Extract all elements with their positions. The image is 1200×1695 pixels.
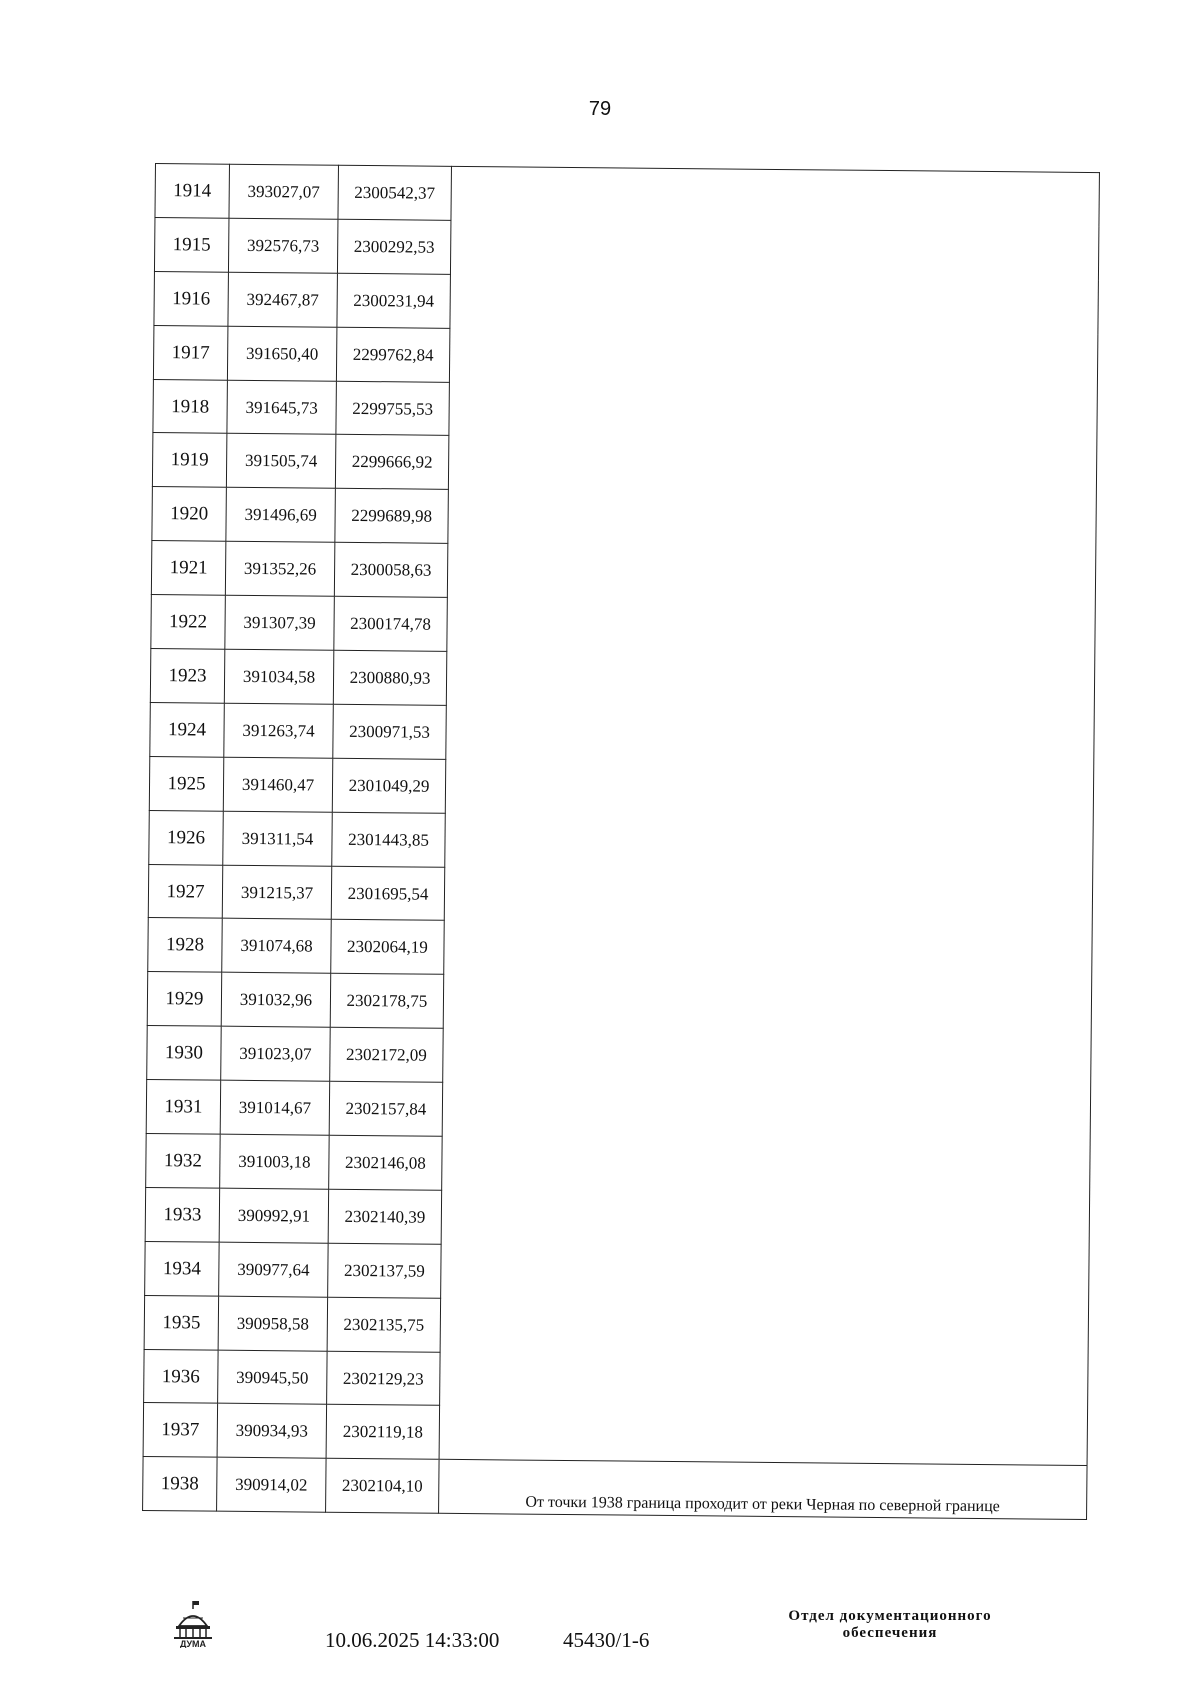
point-number-cell: 1922: [151, 595, 226, 650]
x-coordinate-cell: 390958,58: [218, 1296, 328, 1351]
x-coordinate-cell: 391505,74: [226, 434, 336, 489]
point-number-cell: 1921: [151, 541, 226, 596]
table-row: [155, 164, 1099, 227]
x-coordinate-cell: 391034,58: [224, 649, 334, 704]
x-coordinate-cell: 393027,07: [229, 164, 339, 219]
point-number-cell: 1915: [154, 217, 229, 272]
point-number-cell: 1925: [149, 756, 224, 811]
x-coordinate-cell: 390977,64: [219, 1242, 329, 1297]
y-coordinate-cell: 2299689,98: [335, 489, 449, 544]
point-number-cell: 1933: [145, 1187, 220, 1242]
x-coordinate-cell: 390934,93: [217, 1404, 327, 1459]
y-coordinate-cell: 2302135,75: [327, 1297, 441, 1352]
y-coordinate-cell: 2301443,85: [332, 812, 446, 867]
x-coordinate-cell: 391215,37: [222, 865, 332, 920]
point-number-cell: 1924: [150, 702, 225, 757]
x-coordinate-cell: 391003,18: [220, 1134, 330, 1189]
point-number-cell: 1918: [153, 379, 228, 434]
y-coordinate-cell: 2300292,53: [337, 219, 451, 274]
point-number-cell: 1919: [152, 433, 227, 488]
y-coordinate-cell: 2302178,75: [330, 974, 444, 1029]
x-coordinate-cell: 391014,67: [220, 1080, 330, 1135]
y-coordinate-cell: 2299666,92: [335, 435, 449, 490]
x-coordinate-cell: 390992,91: [219, 1188, 329, 1243]
department-line-2: обеспечения: [842, 1625, 938, 1642]
x-coordinate-cell: 391352,26: [225, 541, 335, 596]
x-coordinate-cell: 391074,68: [222, 919, 332, 974]
point-number-cell: 1929: [147, 972, 222, 1027]
y-coordinate-cell: 2302146,08: [329, 1135, 443, 1190]
coordinates-table: [142, 163, 1100, 1520]
x-coordinate-cell: 390914,02: [217, 1458, 327, 1513]
point-number-cell: 1928: [148, 918, 223, 973]
x-coordinate-cell: 391023,07: [221, 1026, 331, 1081]
print-datetime: 10.06.2025 14:33:00: [325, 1628, 500, 1652]
y-coordinate-cell: 2300971,53: [333, 704, 447, 759]
point-number-cell: 1914: [155, 164, 230, 219]
x-coordinate-cell: 391645,73: [227, 380, 337, 435]
x-coordinate-cell: 391311,54: [223, 811, 333, 866]
x-coordinate-cell: 392467,87: [228, 272, 338, 327]
point-number-cell: 1932: [146, 1133, 221, 1188]
y-coordinate-cell: 2301695,54: [331, 866, 445, 921]
point-number-cell: 1923: [150, 648, 225, 703]
registration-number: 45430/1-6: [563, 1628, 650, 1652]
department-line-1: Отдел документационного: [788, 1608, 992, 1624]
y-coordinate-cell: 2300880,93: [333, 650, 447, 705]
point-number-cell: 1934: [145, 1241, 220, 1296]
duma-logo-text: ДУМА: [179, 1639, 207, 1648]
y-coordinate-cell: 2302172,09: [330, 1027, 444, 1082]
boundary-description-cell: От точки 1938 граница проходит от реки Черная по северной границе: [439, 1460, 1087, 1520]
point-number-cell: 1937: [143, 1403, 218, 1458]
page-number: 79: [588, 98, 612, 120]
point-number-cell: 1916: [154, 271, 229, 326]
y-coordinate-cell: 2300058,63: [334, 542, 448, 597]
y-coordinate-cell: 2299755,53: [336, 381, 450, 436]
point-number-cell: 1926: [149, 810, 224, 865]
x-coordinate-cell: 391496,69: [226, 488, 336, 543]
y-coordinate-cell: 2302140,39: [328, 1189, 442, 1244]
y-coordinate-cell: 2302129,23: [327, 1351, 441, 1406]
description-area: [439, 166, 1099, 1466]
x-coordinate-cell: 391307,39: [225, 595, 335, 650]
duma-logo: [171, 1600, 215, 1653]
duma-emblem-icon: [171, 1600, 215, 1648]
y-coordinate-cell: 2300174,78: [334, 596, 448, 651]
x-coordinate-cell: 390945,50: [218, 1350, 328, 1405]
point-number-cell: 1917: [153, 325, 228, 380]
point-number-cell: 1931: [146, 1080, 221, 1135]
x-coordinate-cell: 391650,40: [227, 326, 337, 381]
department-stamp: [730, 1608, 1050, 1643]
point-number-cell: 1930: [147, 1026, 222, 1081]
y-coordinate-cell: 2302157,84: [329, 1081, 443, 1136]
point-number-cell: 1936: [144, 1349, 219, 1404]
point-number-cell: 1938: [143, 1457, 218, 1512]
point-number-cell: 1935: [144, 1295, 219, 1350]
y-coordinate-cell: 2302137,59: [328, 1243, 442, 1298]
point-number-cell: 1927: [148, 864, 223, 919]
x-coordinate-cell: 392576,73: [228, 218, 338, 273]
y-coordinate-cell: 2301049,29: [332, 758, 446, 813]
x-coordinate-cell: 391460,47: [223, 757, 333, 812]
x-coordinate-cell: 391263,74: [224, 703, 334, 758]
y-coordinate-cell: 2302104,10: [326, 1459, 440, 1514]
y-coordinate-cell: 2300231,94: [337, 273, 451, 328]
point-number-cell: 1920: [152, 487, 227, 542]
y-coordinate-cell: 2300542,37: [338, 165, 452, 220]
table-row: [143, 1457, 1087, 1520]
y-coordinate-cell: 2302064,19: [331, 920, 445, 975]
y-coordinate-cell: 2299762,84: [336, 327, 450, 382]
y-coordinate-cell: 2302119,18: [326, 1405, 440, 1460]
x-coordinate-cell: 391032,96: [221, 973, 331, 1028]
